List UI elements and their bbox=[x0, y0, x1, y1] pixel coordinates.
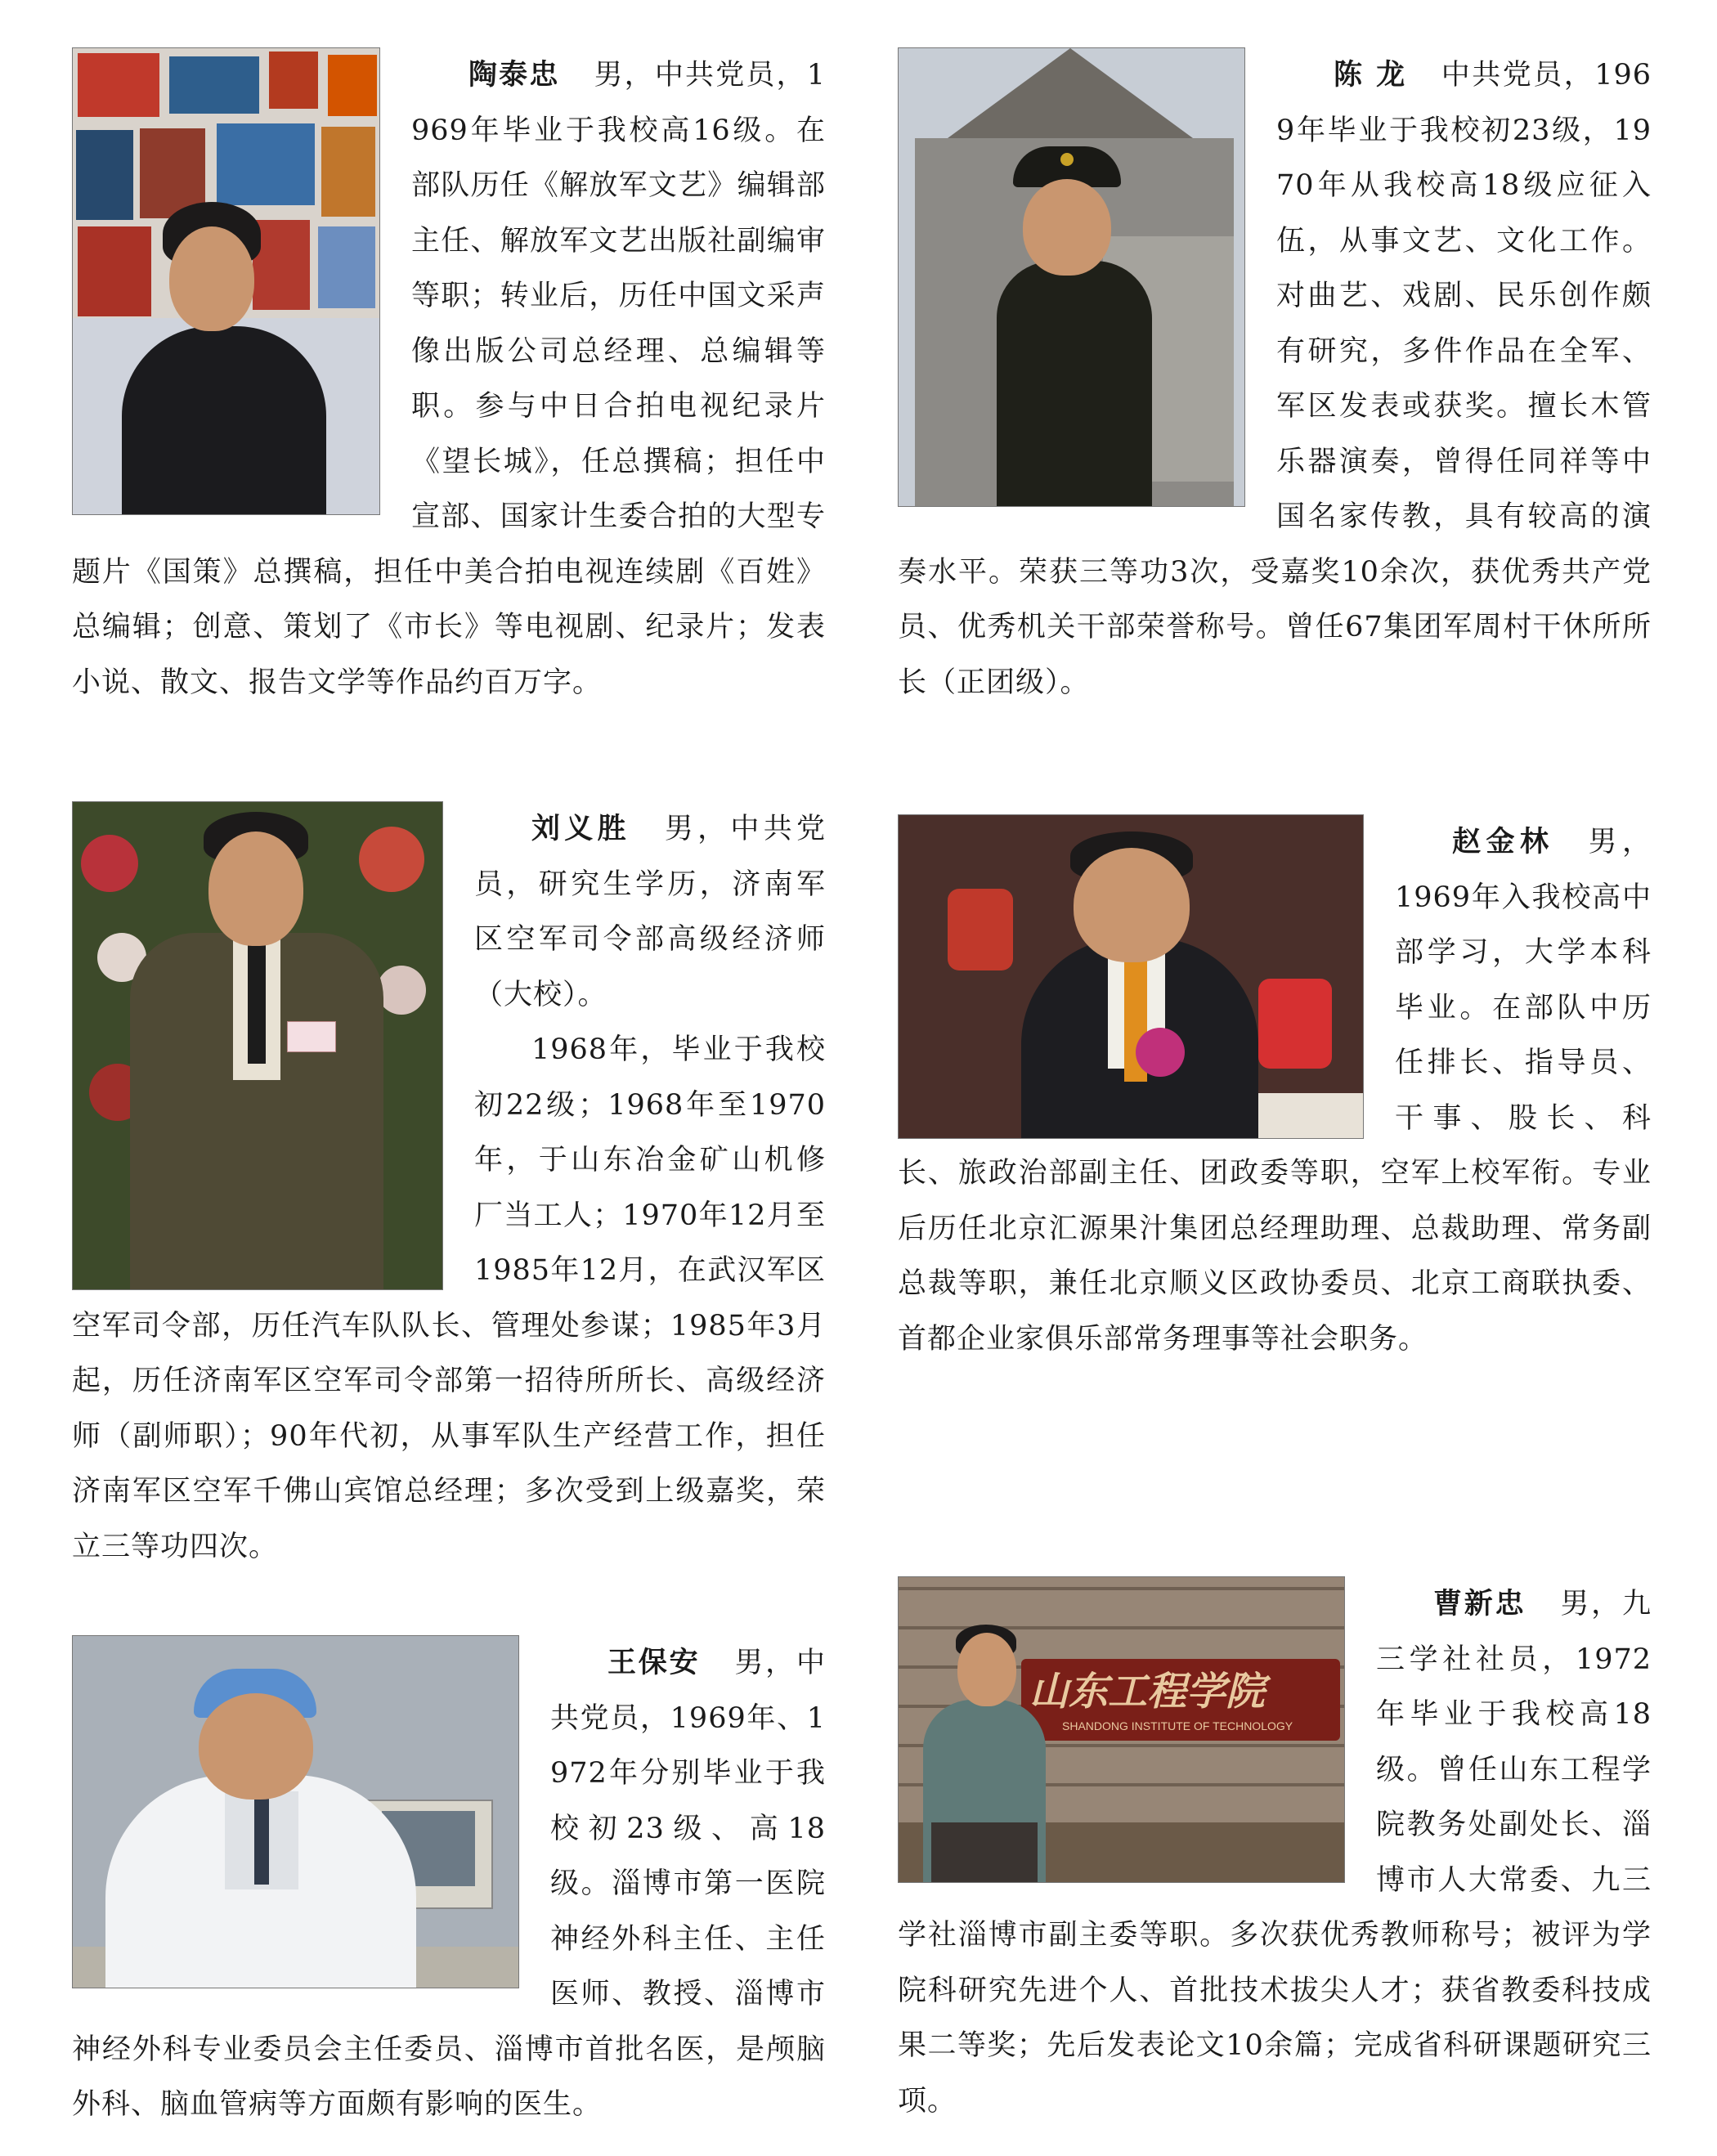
bio-body: 男，中共党员，1969年毕业于我校高16级。在部队历任《解放军文艺》编辑部主任、解放军文艺出版社副编审等职；转业后，历任中国文采声像出版公司总经理、总编辑等职。参与中日合拍电视纪录片《望长城》，任总撰稿；担任中宣部、国家计生委合拍的大型专题片《国策》总撰稿，担任中美合拍电视连续剧《百姓》总编辑；创意、策划了《市长》等电视剧、纪录片；发表小说、散文、报告文学等作品约百万字。 bbox=[72, 59, 826, 699]
sign-text-en: SHANDONG INSTITUTE OF TECHNOLOGY bbox=[1062, 1719, 1293, 1732]
bio-body: 男，中共党员，1969年、1972年分别毕业于我校初23级、高18级。淄博市第一医院神经外科主任、主任医师、教授、淄博市神经外科专业委员会主任委员、淄博市首批名医，是颅脑外科、脑血管病等方面颇有影响的医生。 bbox=[72, 1647, 826, 2121]
portrait-photo bbox=[72, 47, 380, 515]
profile-tao bbox=[72, 47, 826, 710]
bio-body: 中共党员，1969年毕业于我校初23级，1970年从我校高18级应征入伍，从事文艺、文化工作。对曲艺、戏剧、民乐创作颇有研究，多件作品在全军、军区发表或获奖。擅长木管乐器演奏，曾得任同祥等中国名家传教，具有较高的演奏水平。荣获三等功3次，受嘉奖10余次，获优秀共产党员、优秀机关干部荣誉称号。曾任67集团军周村干休所所长（正团级）。 bbox=[898, 59, 1652, 699]
profile-zhao bbox=[898, 814, 1652, 1367]
bio-body: 男，1969年入我校高中部学习，大学本科毕业。在部队中历任排长、指导员、干事、股长、科长、旅政治部副主任、团政委等职，空军上校军衔。专业后历任北京汇源果汁集团总经理助理、总裁助理、常务副总裁等职，兼任北京顺义区政协委员、北京工商联执委、首都企业家俱乐部常务理事等社会职务。 bbox=[898, 826, 1652, 1356]
portrait-photo bbox=[72, 1635, 519, 1988]
portrait-photo bbox=[72, 801, 443, 1290]
profile-wang bbox=[72, 1635, 826, 2133]
person-name: 刘义胜 bbox=[531, 812, 630, 845]
person-name: 曹新忠 bbox=[1433, 1587, 1526, 1620]
bio-body: 男，九三学社社员，1972年毕业于我校高18级。曾任山东工程学院教务处副处长、淄博市人大常委、九三学社淄博市副主委等职。多次获优秀教师称号；被评为学院科研究先进个人、首批技术拔尖人才；获省教委科技成果二等奖；先后发表论文10余篇；完成省科研课题研究三项。 bbox=[898, 1588, 1652, 2118]
profile-liu bbox=[72, 801, 826, 1575]
bio-body-2: 1968年，毕业于我校初22级；1968年至1970年，于山东冶金矿山机修厂当工人；1970年12月至1985年12月，在武汉军区空军司令部，历任汽车队队长、管理处参谋；1985年3月起，历任济南军区空军司令部第一招待所所长、高级经济师（副师职）；90年代初，从事军队生产经营工作，担任济南军区空军千佛山宾馆总经理；多次受到上级嘉奖，荣立三等功四次。 bbox=[72, 1033, 826, 1563]
portrait-photo bbox=[898, 1576, 1345, 1883]
person-name: 陶泰忠 bbox=[468, 58, 560, 92]
person-name: 赵金林 bbox=[1452, 825, 1554, 858]
bio-body: 男，中共党员，研究生学历，济南军区空军司令部高级经济师（大校）。 bbox=[474, 813, 826, 1011]
person-name: 王保安 bbox=[607, 1646, 701, 1679]
portrait-photo bbox=[898, 814, 1364, 1139]
profile-cao bbox=[898, 1576, 1652, 2129]
person-name: 陈 龙 bbox=[1334, 58, 1407, 92]
portrait-photo bbox=[898, 47, 1245, 507]
profile-chen bbox=[898, 47, 1652, 710]
sign-text: 山东工程学院 bbox=[1029, 1669, 1266, 1714]
